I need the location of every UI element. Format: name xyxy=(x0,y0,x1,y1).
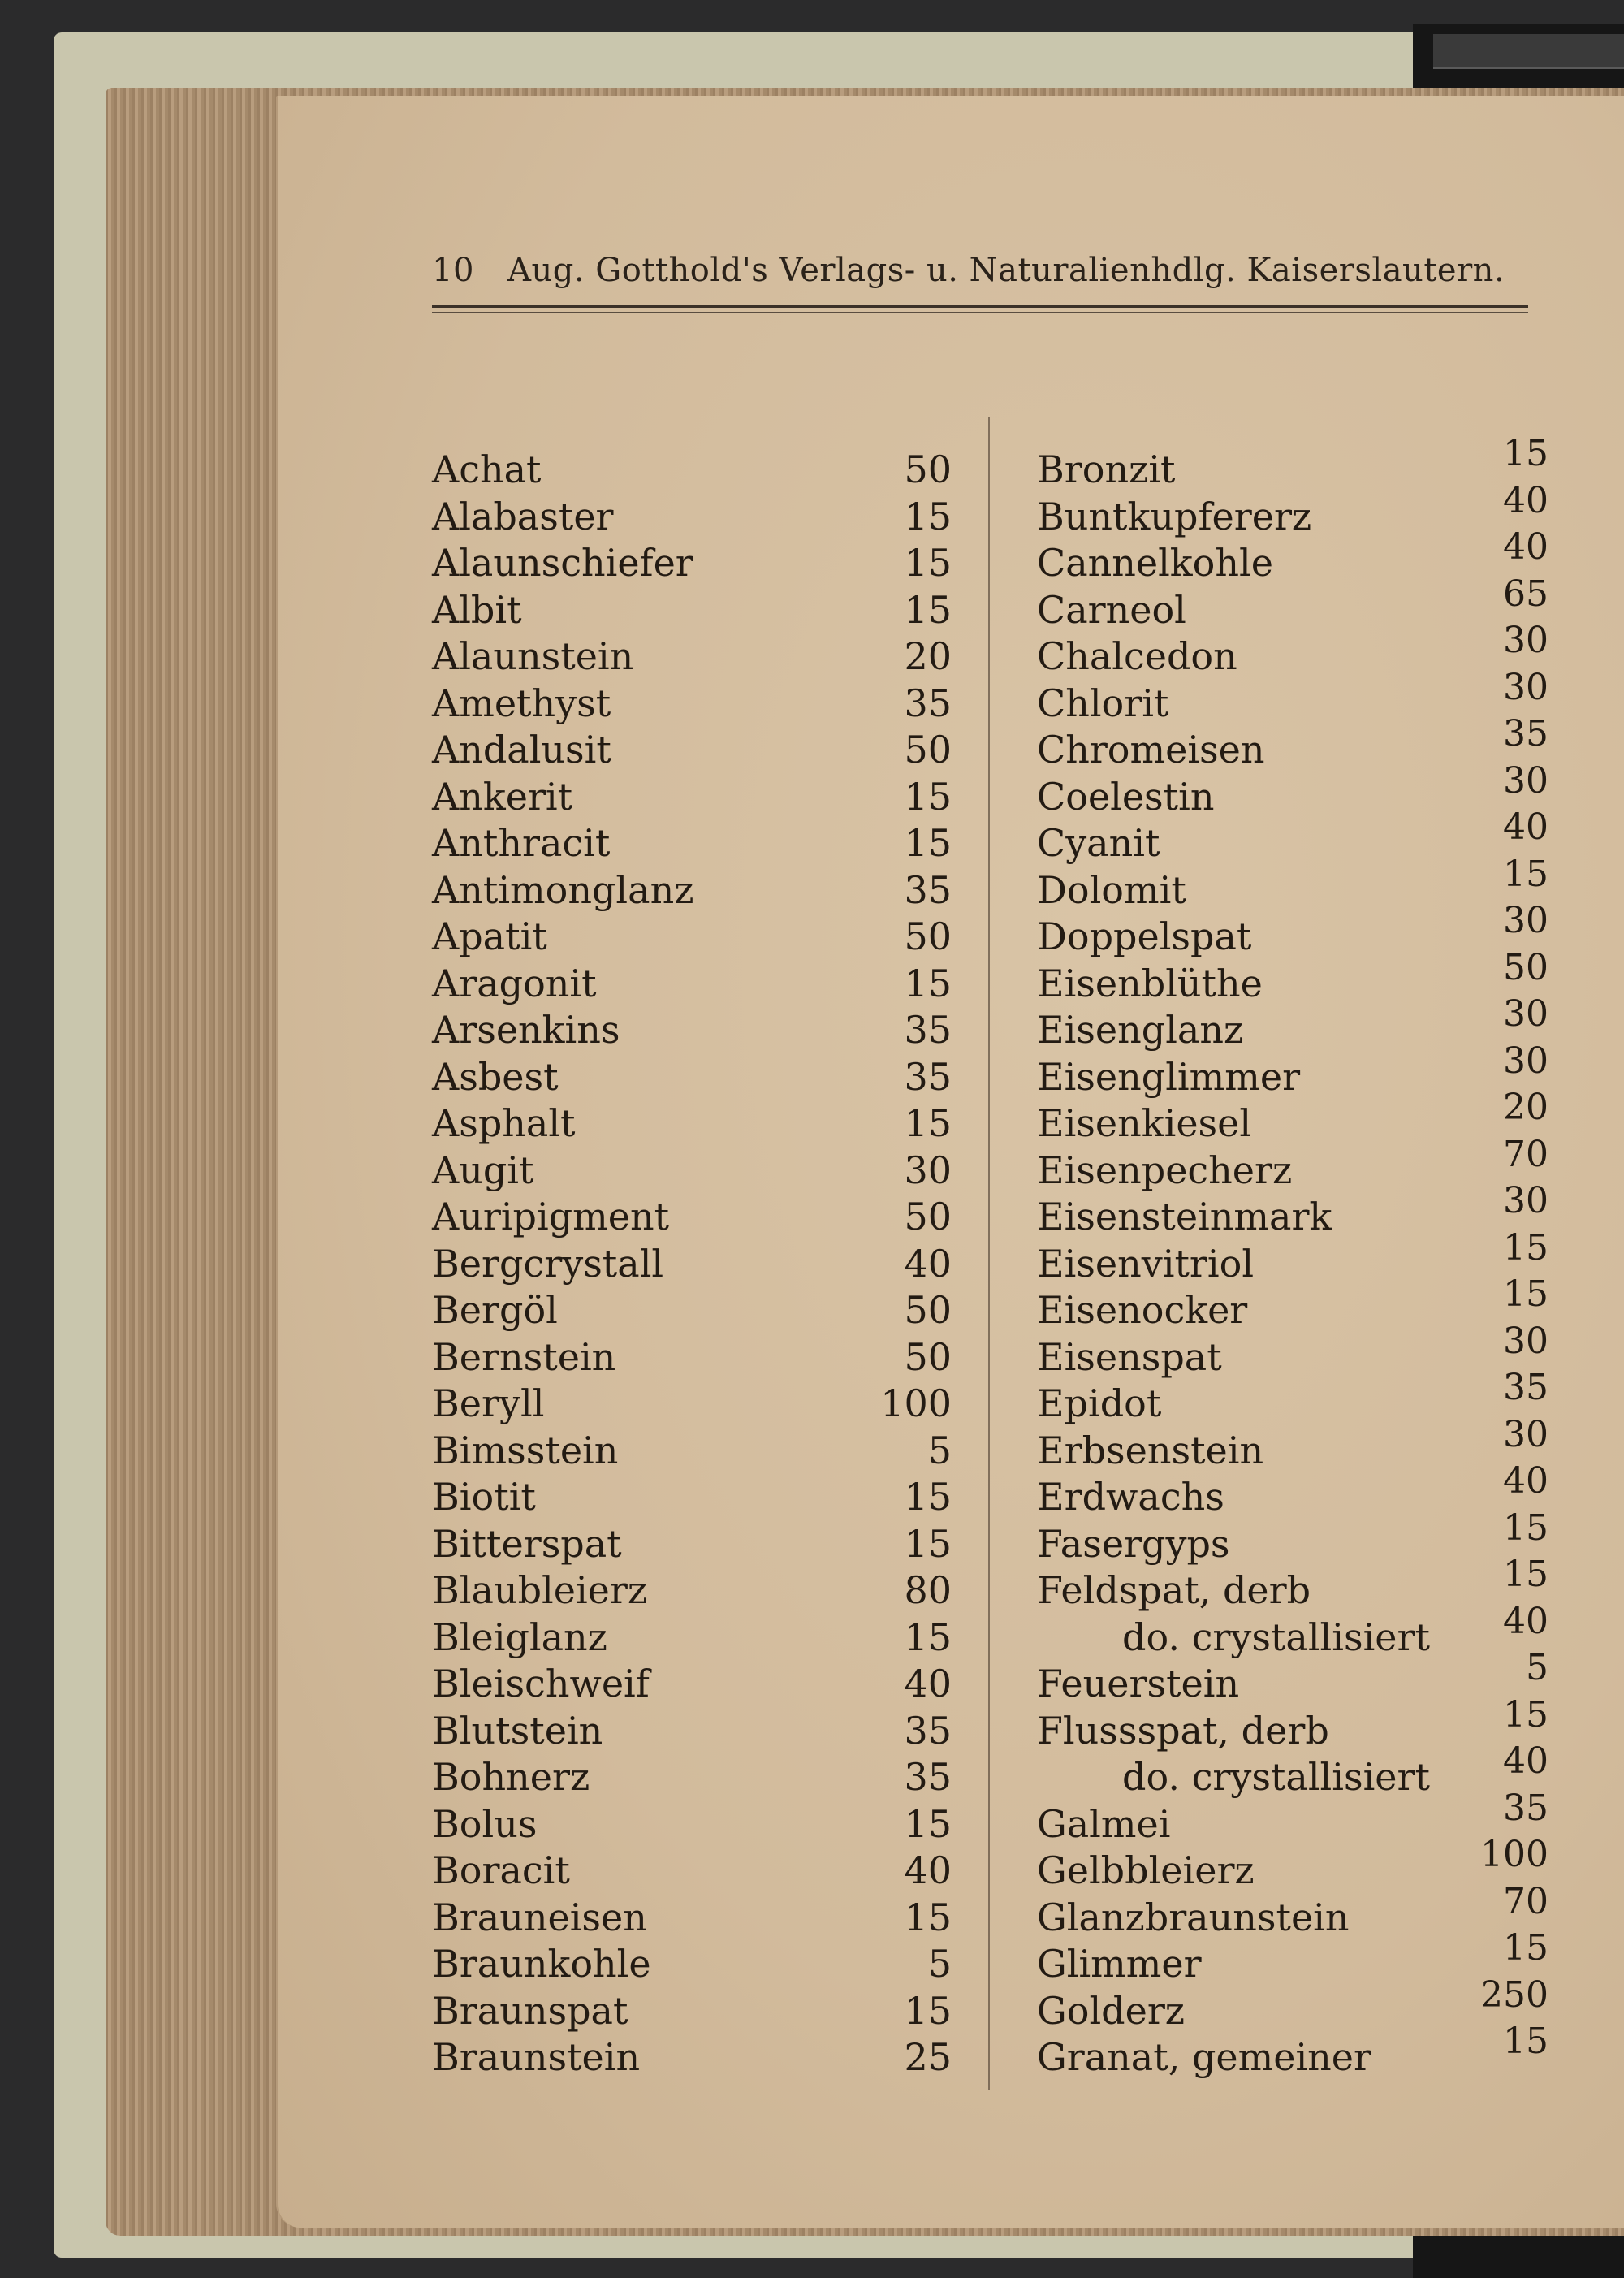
mineral-price: 50 xyxy=(1503,946,1548,988)
list-item xyxy=(1037,666,1548,728)
mineral-price: 35 xyxy=(1503,1787,1548,1829)
mineral-price: 15 xyxy=(1503,2021,1548,2062)
mineral-name: Bleischweif xyxy=(432,1662,650,1705)
mineral-name: Asbest xyxy=(432,1054,559,1099)
mineral-name: Cyanit xyxy=(1037,821,1160,865)
mineral-price: 50 xyxy=(904,1195,952,1238)
list-item xyxy=(432,1148,952,1195)
mineral-name: Bitterspat xyxy=(432,1521,622,1566)
mineral-price: 15 xyxy=(1503,853,1548,895)
mineral-name: Feldspat, derb xyxy=(1037,1568,1311,1612)
list-item xyxy=(1037,1413,1548,1475)
mineral-name: do. crystallisiert xyxy=(1122,1755,1430,1799)
mineral-price: 50 xyxy=(904,1334,952,1379)
page-header xyxy=(432,252,1553,309)
list-item xyxy=(432,1567,952,1614)
mineral-price: 35 xyxy=(904,681,952,725)
mineral-price: 65 xyxy=(1503,573,1548,615)
list-item xyxy=(432,1754,952,1801)
mineral-price: 35 xyxy=(1503,1367,1548,1408)
mineral-name: Doppelspat xyxy=(1037,914,1252,958)
list-item xyxy=(432,1614,952,1662)
list-item xyxy=(1037,433,1548,494)
mineral-name: Dolomit xyxy=(1037,867,1186,912)
list-item xyxy=(1037,1320,1548,1381)
mineral-name: Alabaster xyxy=(432,494,614,538)
list-item xyxy=(1037,2021,1548,2081)
mineral-name: Asphalt xyxy=(432,1101,576,1145)
mineral-name: Eisenpecherz xyxy=(1037,1148,1293,1192)
mineral-name: Blaubleierz xyxy=(432,1568,648,1612)
mineral-price: 30 xyxy=(1503,1180,1548,1221)
left-column xyxy=(432,447,952,2081)
list-item xyxy=(432,540,952,587)
mineral-name: Eisensteinmark xyxy=(1037,1195,1332,1238)
list-item xyxy=(432,961,952,1008)
mineral-price: 35 xyxy=(904,867,952,912)
list-item xyxy=(432,1381,952,1428)
list-item xyxy=(432,1474,952,1521)
mineral-name: Alaunschiefer xyxy=(432,541,693,585)
mineral-name: Bolus xyxy=(432,1801,538,1846)
mineral-price: 35 xyxy=(1503,713,1548,754)
mineral-name: Eisenspat xyxy=(1037,1334,1222,1379)
list-item xyxy=(432,1287,952,1334)
list-item xyxy=(432,1194,952,1241)
book-cover-strip xyxy=(1433,34,1624,69)
mineral-price: 50 xyxy=(904,447,952,491)
list-item xyxy=(432,681,952,728)
mineral-name: Buntkupfererz xyxy=(1037,494,1312,538)
list-item xyxy=(432,1848,952,1895)
list-item xyxy=(432,1988,952,2035)
mineral-name: Glimmer xyxy=(1037,1942,1202,1986)
mineral-name: Aragonit xyxy=(432,961,597,1005)
mineral-price: 15 xyxy=(1503,1273,1548,1315)
mineral-price: 15 xyxy=(904,541,952,585)
list-item xyxy=(1037,1693,1548,1755)
mineral-name: Golderz xyxy=(1037,1988,1186,2033)
mineral-name: Chromeisen xyxy=(1037,728,1265,772)
list-item xyxy=(1037,853,1548,914)
mineral-price: 5 xyxy=(927,1942,952,1986)
list-item xyxy=(1037,1647,1548,1708)
mineral-price: 35 xyxy=(904,1008,952,1052)
list-item xyxy=(432,447,952,494)
mineral-name: Braunkohle xyxy=(432,1942,651,1986)
list-item xyxy=(432,774,952,821)
mineral-price: 40 xyxy=(1503,1460,1548,1502)
mineral-price: 15 xyxy=(904,1614,952,1659)
list-item xyxy=(432,2034,952,2081)
list-item xyxy=(432,1428,952,1475)
mineral-price: 30 xyxy=(1503,1320,1548,1362)
mineral-name: Erdwachs xyxy=(1037,1475,1224,1519)
mineral-name: Blutstein xyxy=(432,1708,603,1753)
mineral-name: Bleiglanz xyxy=(432,1614,607,1659)
mineral-price: 15 xyxy=(1503,433,1548,474)
list-item xyxy=(432,1708,952,1755)
mineral-name: Apatit xyxy=(432,914,547,958)
list-item xyxy=(432,1895,952,1942)
list-item xyxy=(1037,1506,1548,1568)
mineral-price: 20 xyxy=(904,634,952,678)
list-item xyxy=(1037,1087,1548,1148)
mineral-price: 15 xyxy=(1503,1506,1548,1549)
mineral-name: Bohnerz xyxy=(432,1755,590,1799)
mineral-name: Erbsenstein xyxy=(1037,1428,1264,1472)
mineral-price: 100 xyxy=(1480,1834,1548,1875)
mineral-name: Amethyst xyxy=(432,681,611,725)
mineral-price: 40 xyxy=(904,1241,952,1286)
mineral-name: Granat, gemeiner xyxy=(1037,2035,1372,2079)
mineral-name: Bergcrystall xyxy=(432,1241,664,1286)
header-rule-top xyxy=(432,305,1528,308)
list-item xyxy=(432,1100,952,1148)
header-rule-bottom xyxy=(432,312,1528,313)
list-item xyxy=(432,1334,952,1381)
list-item xyxy=(1037,526,1548,587)
column-divider xyxy=(988,417,990,2090)
mineral-name: Gelbbleierz xyxy=(1037,1848,1255,1892)
mineral-price: 30 xyxy=(1503,620,1548,661)
mineral-price: 40 xyxy=(1503,526,1548,568)
list-item xyxy=(1037,620,1548,681)
mineral-name: Bimsstein xyxy=(432,1428,619,1472)
list-item xyxy=(1037,1226,1548,1288)
right-column xyxy=(1037,433,1548,2081)
mineral-name: Albit xyxy=(432,587,522,632)
list-item xyxy=(1037,1973,1548,2035)
mineral-name: Galmei xyxy=(1037,1801,1171,1846)
mineral-name: Chalcedon xyxy=(1037,634,1237,678)
list-item xyxy=(1037,1133,1548,1195)
list-item xyxy=(1037,479,1548,541)
list-item xyxy=(432,1007,952,1054)
mineral-price: 35 xyxy=(904,1054,952,1099)
list-item xyxy=(432,1801,952,1848)
mineral-price: 20 xyxy=(1503,1087,1548,1128)
mineral-price: 15 xyxy=(904,587,952,632)
mineral-price: 35 xyxy=(904,1708,952,1753)
list-item xyxy=(1037,713,1548,774)
list-item xyxy=(432,1241,952,1288)
mineral-name: Eisenvitriol xyxy=(1037,1241,1255,1286)
list-item xyxy=(1037,1740,1548,1801)
mineral-name: Eisenblüthe xyxy=(1037,961,1263,1005)
mineral-price: 15 xyxy=(1503,1927,1548,1969)
mineral-name: Boracit xyxy=(432,1848,570,1892)
mineral-name: Eisenglanz xyxy=(1037,1008,1244,1052)
list-item xyxy=(432,914,952,961)
mineral-price: 15 xyxy=(904,821,952,865)
mineral-price: 40 xyxy=(904,1848,952,1892)
list-item xyxy=(1037,1834,1548,1895)
mineral-name: Chlorit xyxy=(1037,681,1169,725)
mineral-price: 15 xyxy=(904,1988,952,2033)
mineral-price: 40 xyxy=(1503,1740,1548,1782)
list-item xyxy=(1037,573,1548,634)
mineral-name: Feuerstein xyxy=(1037,1662,1240,1705)
mineral-price: 40 xyxy=(1503,479,1548,521)
mineral-price: 15 xyxy=(1503,1693,1548,1736)
list-item xyxy=(1037,1787,1548,1848)
mineral-name: Coelestin xyxy=(1037,774,1215,819)
mineral-price: 40 xyxy=(1503,806,1548,848)
list-item xyxy=(432,494,952,541)
list-item xyxy=(1037,1554,1548,1614)
mineral-price: 15 xyxy=(904,1101,952,1145)
list-item xyxy=(432,587,952,634)
mineral-price: 15 xyxy=(904,961,952,1005)
mineral-price: 15 xyxy=(904,1895,952,1939)
mineral-name: Braunspat xyxy=(432,1988,628,2033)
mineral-price: 30 xyxy=(1503,1413,1548,1455)
list-item xyxy=(1037,1180,1548,1241)
list-item xyxy=(432,867,952,914)
mineral-name: Bronzit xyxy=(1037,447,1176,491)
mineral-name: Beryll xyxy=(432,1381,545,1425)
mineral-price: 30 xyxy=(1503,900,1548,941)
mineral-name: Cannelkohle xyxy=(1037,541,1273,585)
mineral-name: Biotit xyxy=(432,1475,536,1519)
mineral-price: 50 xyxy=(904,1288,952,1332)
list-item xyxy=(1037,1927,1548,1988)
mineral-price: 15 xyxy=(1503,1554,1548,1595)
list-item xyxy=(432,1521,952,1568)
mineral-name: Bernstein xyxy=(432,1334,616,1379)
mineral-name: Eisenglimmer xyxy=(1037,1054,1301,1099)
mineral-price: 40 xyxy=(1503,1600,1548,1642)
list-item xyxy=(1037,1273,1548,1334)
mineral-price: 70 xyxy=(1503,1880,1548,1922)
mineral-name: Andalusit xyxy=(432,728,611,772)
book-page xyxy=(276,96,1624,2228)
list-item xyxy=(1037,759,1548,821)
mineral-name: Arsenkins xyxy=(432,1008,620,1052)
mineral-name: Flussspat, derb xyxy=(1037,1708,1329,1753)
list-item xyxy=(1037,993,1548,1054)
mineral-price: 15 xyxy=(904,494,952,538)
list-item xyxy=(1037,1460,1548,1521)
mineral-price: 30 xyxy=(1503,1040,1548,1082)
mineral-price: 30 xyxy=(904,1148,952,1192)
mineral-name: Epidot xyxy=(1037,1381,1162,1425)
page-number: 10 xyxy=(432,252,474,289)
mineral-price: 30 xyxy=(1503,666,1548,708)
list-item xyxy=(1037,1367,1548,1428)
mineral-price: 15 xyxy=(904,1475,952,1519)
mineral-name: Glanzbraunstein xyxy=(1037,1895,1350,1939)
mineral-price: 250 xyxy=(1480,1973,1548,2016)
publisher-line: Aug. Gotthold's Verlags- u. Naturalienhdlg. Kaiserslautern. xyxy=(508,252,1505,289)
list-item xyxy=(1037,806,1548,867)
mineral-name: Bergöl xyxy=(432,1288,558,1332)
list-item xyxy=(432,820,952,867)
list-item xyxy=(1037,946,1548,1008)
mineral-price: 25 xyxy=(904,2035,952,2079)
mineral-price: 80 xyxy=(904,1568,952,1612)
mineral-price: 40 xyxy=(904,1662,952,1705)
mineral-name: Brauneisen xyxy=(432,1895,647,1939)
list-item xyxy=(1037,1600,1548,1662)
mineral-name: Achat xyxy=(432,447,542,491)
mineral-name: Braunstein xyxy=(432,2035,641,2079)
mineral-price: 15 xyxy=(904,1521,952,1566)
mineral-price: 30 xyxy=(1503,993,1548,1035)
mineral-name: Antimonglanz xyxy=(432,867,694,912)
list-item xyxy=(432,1054,952,1101)
mineral-name: Alaunstein xyxy=(432,634,634,678)
mineral-price: 15 xyxy=(904,1801,952,1846)
list-item xyxy=(432,633,952,681)
mineral-price: 35 xyxy=(904,1755,952,1799)
mineral-name: Augit xyxy=(432,1148,534,1192)
mineral-price: 15 xyxy=(904,774,952,819)
list-item xyxy=(1037,1880,1548,1942)
list-item xyxy=(432,727,952,774)
list-item xyxy=(432,1661,952,1708)
mineral-price: 50 xyxy=(904,728,952,772)
mineral-price: 5 xyxy=(927,1428,952,1472)
mineral-name: do. crystallisiert xyxy=(1122,1614,1430,1659)
mineral-name: Carneol xyxy=(1037,587,1186,632)
mineral-name: Auripigment xyxy=(432,1195,670,1238)
mineral-price: 50 xyxy=(904,914,952,958)
list-item xyxy=(1037,900,1548,961)
mineral-name: Fasergyps xyxy=(1037,1521,1230,1566)
mineral-name: Ankerit xyxy=(432,774,573,819)
mineral-name: Eisenkiesel xyxy=(1037,1101,1252,1145)
mineral-name: Anthracit xyxy=(432,821,611,865)
mineral-price: 70 xyxy=(1503,1133,1548,1175)
list-item xyxy=(432,1941,952,1988)
list-item xyxy=(1037,1040,1548,1101)
mineral-price: 5 xyxy=(1526,1647,1548,1688)
mineral-price: 30 xyxy=(1503,759,1548,802)
mineral-price: 100 xyxy=(880,1381,952,1425)
mineral-price: 15 xyxy=(1503,1226,1548,1269)
mineral-name: Eisenocker xyxy=(1037,1288,1248,1332)
